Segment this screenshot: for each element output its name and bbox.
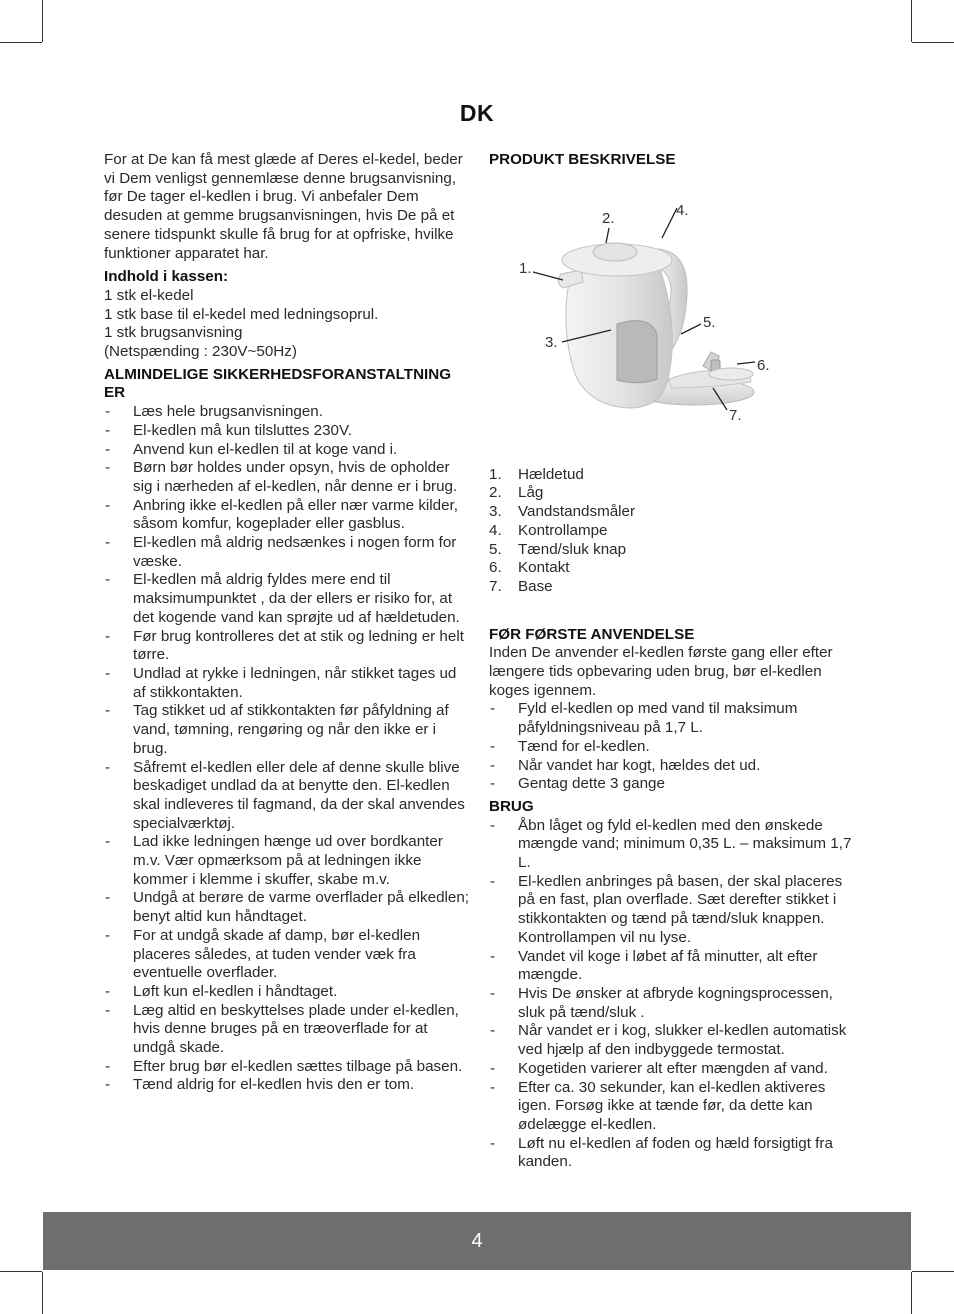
list-item: - Læg altid en beskyttelses plade under el-kedlen, hvis denne bruges på en træoverflade for at undgå skade.: [104, 1002, 470, 1058]
contents-line: 1 stk base til el-kedel med ledningsoprul.: [104, 305, 379, 323]
list-item: 2. Låg: [489, 484, 544, 502]
list-item: - Lad ikke ledningen hænge ud over bordkanter m.v. Vær opmærksom på at ledningen ikke kommer i klemme i skuffer, skabe m.v.: [104, 833, 470, 889]
crop-mark: [0, 1271, 42, 1272]
intro-paragraph: For at De kan få mest glæde af Deres el-kedel, beder vi Dem venligst gennemlæse denne brugsanvisning, før De tager el-kedlen i brug. Vi anbefaler Dem desuden at gemme brugsanvisningen, hvis De på et senere tidspunkt skulle få brug for at opfriske, hvilke funktioner apparatet har.: [104, 151, 463, 262]
first-use-list: [489, 700, 855, 794]
list-item: - Når vandet er i kog, slukker el-kedlen automatisk ved hjælp af den indbyggede termostat.: [489, 1022, 855, 1059]
list-item: - El-kedlen anbringes på basen, der skal placeres på en fast, plan overflade. Sæt derefter stikket i stikkontakten og tænd på tænd/sluk knappen. Kontrollampen vil nu lyse.: [489, 873, 855, 948]
list-item: - Gentag dette 3 gange: [489, 775, 855, 794]
left-column: [104, 151, 470, 1095]
list-item: - Løft kun el-kedlen i håndtaget.: [104, 983, 470, 1002]
list-item: 3. Vandstandsmåler: [489, 503, 636, 521]
safety-title: ALMINDELIGE SIKKERHEDSFORANSTALTNINGER: [104, 365, 452, 402]
list-item: - Løft nu el-kedlen af foden og hæld forsigtigt fra kanden.: [489, 1135, 855, 1172]
list-item: 4. Kontrollampe: [489, 521, 608, 539]
list-item: - For at undgå skade af damp, bør el-kedlen placeres således, at tuden vender væk fra eventuelle overflader.: [104, 927, 470, 983]
list-item: 7. Base: [489, 577, 553, 595]
list-item: - Åbn låget og fyld el-kedlen med den ønskede mængde vand; minimum 0,35 L. – maksimum 1,7 L.: [489, 817, 855, 873]
contents-line: (Netspænding : 230V~50Hz): [104, 343, 297, 361]
list-item: - Tænd for el-kedlen.: [489, 738, 855, 757]
callout-label: 7.: [729, 406, 742, 424]
list-item: - Tænd aldrig for el-kedlen hvis den er tom.: [104, 1076, 470, 1095]
list-item: - El-kedlen må aldrig fyldes mere end til maksimumpunktet , da der ellers er risiko for, at det kogende vand kan sprøjte ud af hældetuden.: [104, 571, 470, 627]
list-item: - Anbring ikke el-kedlen på eller nær varme kilder, såsom komfur, kogeplader eller gasblus.: [104, 497, 470, 534]
first-use-title: FØR FØRSTE ANVENDELSE: [489, 625, 695, 643]
callout-label: 4.: [676, 201, 689, 219]
crop-mark: [42, 1272, 43, 1314]
list-item: 1. Hældetud: [489, 465, 584, 483]
list-item: - Vandet vil koge i løbet af få minutter, alt efter mængde.: [489, 948, 855, 985]
list-item: - Børn bør holdes under opsyn, hvis de opholder sig i nærheden af el-kedlen, når denne er i brug.: [104, 459, 470, 496]
parts-list: [489, 466, 855, 597]
list-item: - Når vandet har kogt, hældes det ud.: [489, 757, 855, 776]
kettle-diagram: [489, 174, 855, 436]
list-item: - Anvend kun el-kedlen til at koge vand i.: [104, 441, 470, 460]
safety-list: [104, 403, 470, 1095]
list-item: - El-kedlen må aldrig nedsænkes i nogen form for væske.: [104, 534, 470, 571]
contents-title: Indhold i kassen:: [104, 268, 229, 286]
list-item: 6. Kontakt: [489, 559, 570, 577]
callout-label: 6.: [757, 356, 770, 374]
right-column: [489, 151, 855, 1172]
language-heading: DK: [459, 100, 495, 126]
list-item: - Kogetiden varierer alt efter mængden af vand.: [489, 1060, 855, 1079]
list-item: - Læs hele brugsanvisningen.: [104, 403, 470, 422]
callout-label: 3.: [545, 333, 558, 351]
crop-mark: [911, 1272, 912, 1314]
callout-label: 1.: [519, 259, 532, 277]
list-item: - Efter ca. 30 sekunder, kan el-kedlen aktiveres igen. Forsøg ikke at tænde før, da dette kan ødelægge el-kedlen.: [489, 1079, 855, 1135]
list-item: - Undlad at rykke i ledningen, når stikket tages ud af stikkontakten.: [104, 665, 470, 702]
contents-line: 1 stk brugsanvisning: [104, 324, 243, 342]
product-title: PRODUKT BESKRIVELSE: [489, 151, 676, 168]
first-use-paragraph: Inden De anvender el-kedlen første gang eller efter længere tids opbevaring uden brug, bør el-kedlen koges igennem.: [489, 644, 833, 699]
crop-mark: [911, 0, 912, 42]
usage-title: BRUG: [489, 797, 534, 815]
list-item: - El-kedlen må kun tilsluttes 230V.: [104, 422, 470, 441]
kettle-illustration: [489, 174, 855, 436]
crop-mark: [42, 0, 43, 42]
list-item: - Hvis De ønsker at afbryde kogningsprocessen, sluk på tænd/sluk .: [489, 985, 855, 1022]
crop-mark: [912, 42, 954, 43]
page-number: 4: [471, 1229, 483, 1252]
contents-line: 1 stk el-kedel: [104, 286, 194, 304]
list-item: 5. Tænd/sluk knap: [489, 540, 627, 558]
usage-list: [489, 817, 855, 1172]
water-level-window: [617, 320, 657, 382]
list-item: - Undgå at berøre de varme overflader på elkedlen; benyt altid kun håndtaget.: [104, 889, 470, 926]
crop-mark: [912, 1271, 954, 1272]
callout-label: 2.: [602, 209, 615, 227]
list-item: - Såfremt el-kedlen eller dele af denne skulle blive beskadiget undlad da at benytte den. El-kedlen skal indleveres til fagmand, da der skal anvendes specialværktøj.: [104, 759, 470, 834]
list-item: - Efter brug bør el-kedlen sættes tilbage på basen.: [104, 1058, 470, 1077]
list-item: - Før brug kontrolleres det at stik og ledning er helt tørre.: [104, 628, 470, 665]
crop-mark: [0, 42, 42, 43]
callout-label: 5.: [703, 313, 716, 331]
page-footer: [43, 1212, 911, 1270]
list-item: - Fyld el-kedlen op med vand til maksimum påfyldningsniveau på 1,7 L.: [489, 700, 855, 737]
list-item: - Tag stikket ud af stikkontakten før påfyldning af vand, tømning, rengøring og når den ikke er i brug.: [104, 702, 470, 758]
